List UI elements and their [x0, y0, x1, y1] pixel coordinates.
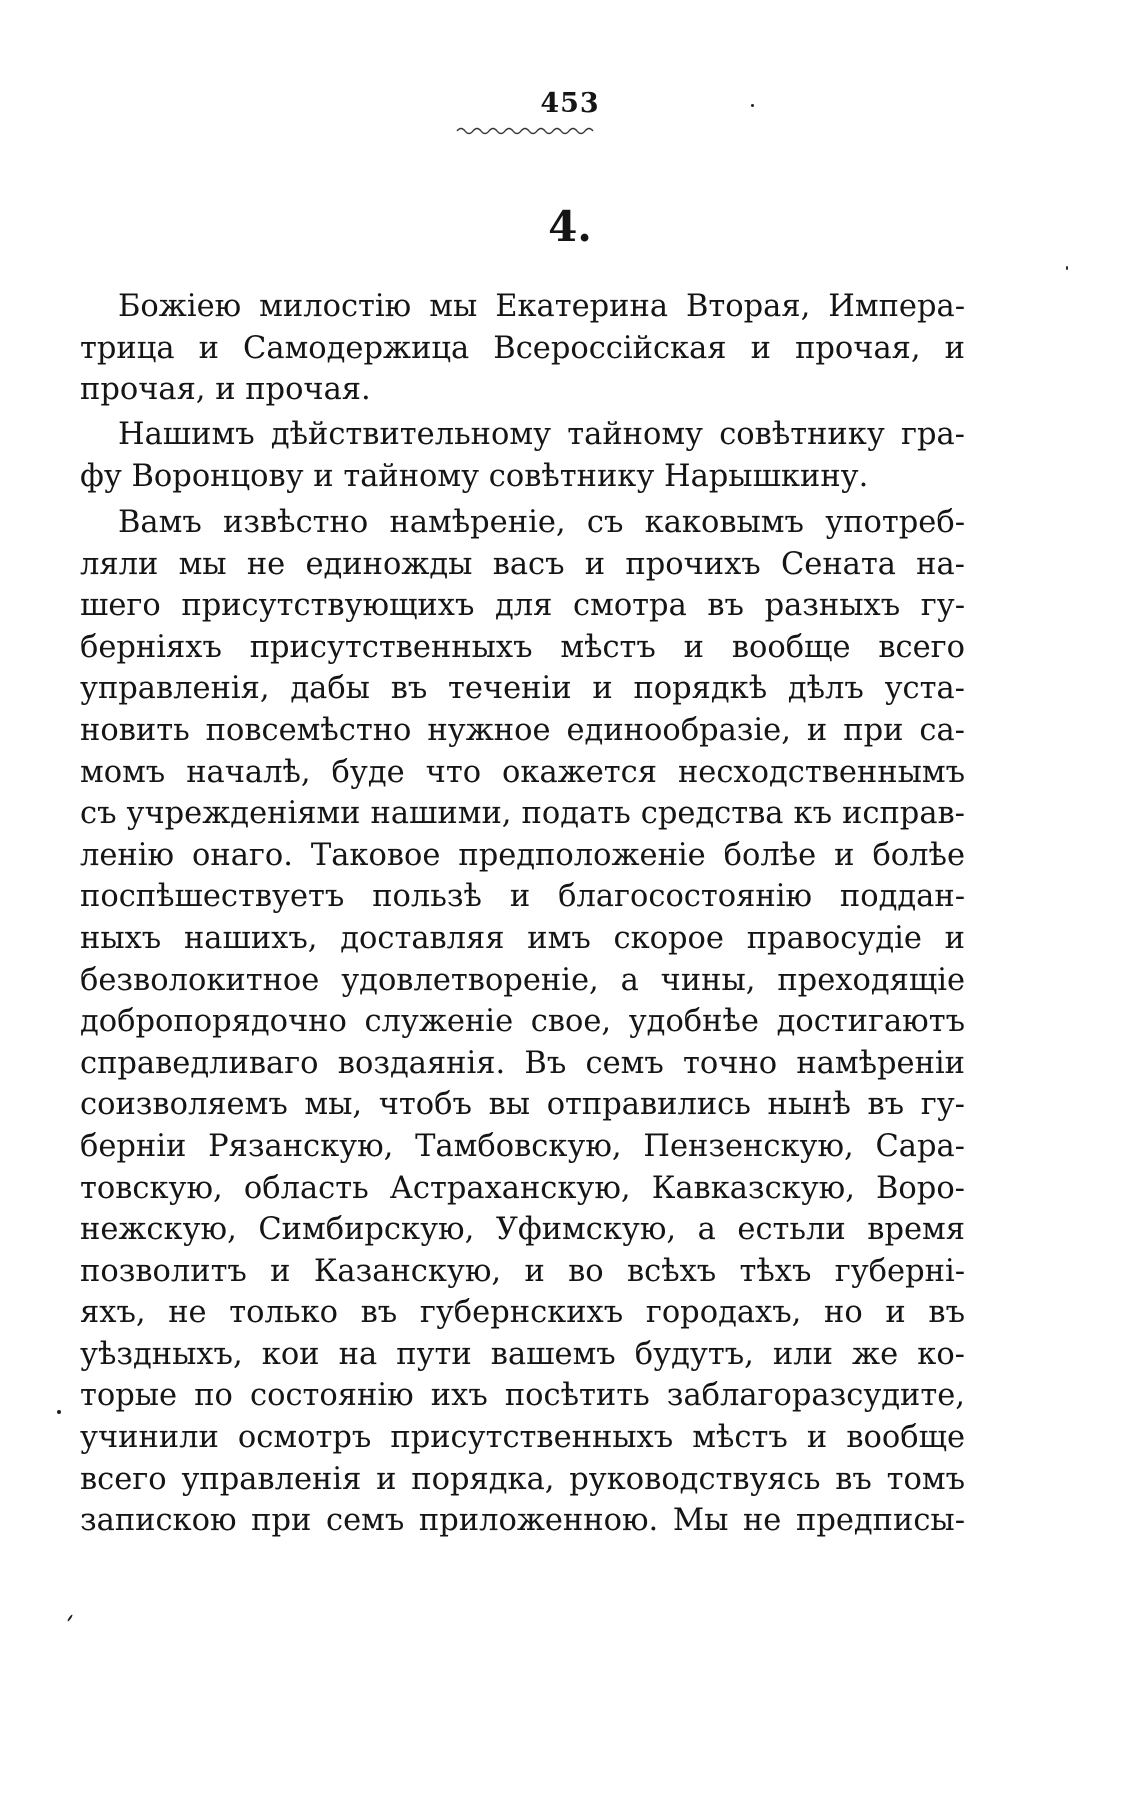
text-line: запискою при семъ приложенною. Мы не предписы-: [80, 1503, 965, 1539]
text-line: справедливаго воздаянія. Въ семъ точно намѣреніи: [80, 1045, 965, 1081]
text-line: соизволяемъ мы, чтобъ вы отправились нынѣ въ гу-: [80, 1087, 965, 1123]
paragraph-address: [80, 414, 965, 497]
text-line: берніи Рязанскую, Тамбовскую, Пензенскую, Сара-: [80, 1128, 965, 1164]
text-line: торые по состоянію ихъ посѣтить заблагоразсудите,: [80, 1378, 965, 1414]
text-line: позволитъ и Казанскую, и во всѣхъ тѣхъ губерні-: [80, 1253, 965, 1289]
text-line: новить повсемѣстно нужное единообразіе, и при са-: [80, 712, 965, 748]
text-line: фу Воронцову и тайному совѣтнику Нарышкину.: [80, 458, 869, 494]
scan-speck: [751, 104, 754, 107]
text-line: прочая, и прочая.: [80, 372, 371, 408]
text-line: берніяхъ присутственныхъ мѣстъ и вообще всего: [80, 629, 965, 665]
scan-speck: [57, 1410, 61, 1414]
text-line: яхъ, не только въ губернскихъ городахъ, но и въ: [80, 1295, 965, 1331]
text-line: безволокитное удовлетвореніе, а чины, преходящіе: [80, 962, 965, 998]
text-line: ныхъ нашихъ, доставляя имъ скорое правосудіе и: [80, 920, 965, 956]
paragraph-salutation: [80, 286, 965, 411]
text-line: всего управленія и порядка, руководствуясь въ томъ: [80, 1461, 965, 1497]
text-line: добропорядочно служеніе свое, удобнѣе достигаютъ: [80, 1004, 965, 1040]
text-line: товскую, область Астраханскую, Кавказскую, Воро-: [80, 1170, 965, 1206]
scan-speck: [1066, 266, 1068, 270]
text-line: уѣздныхъ, кои на пути вашемъ будутъ, или же ко-: [80, 1336, 965, 1372]
text-line: момъ началѣ, буде что окажется несходственнымъ: [80, 754, 965, 790]
text-line: съ учрежденіями нашими, подать средства къ исправ-: [80, 796, 965, 832]
text-line: трица и Самодержица Всероссійская и прочая, и: [80, 330, 965, 366]
page-number: 453: [540, 88, 600, 119]
text-line: Нашимъ дѣйствительному тайному совѣтнику гра-: [118, 417, 965, 452]
document-number: 4.: [548, 202, 592, 251]
paragraph-body: [80, 502, 965, 1542]
scan-speck: [67, 1614, 73, 1622]
text-line: Вамъ извѣстно намѣреніе, съ каковымъ употреб-: [118, 505, 965, 540]
text-line: учинили осмотръ присутственныхъ мѣстъ и вообще: [80, 1420, 965, 1456]
text-line: поспѣшествуетъ пользѣ и благосостоянію поддан-: [80, 879, 965, 915]
text-line: нежскую, Симбирскую, Уфимскую, а естьли время: [80, 1212, 965, 1248]
text-line: ляли мы не единожды васъ и прочихъ Сената на-: [80, 546, 965, 582]
text-line: ленію онаго. Таковое предположеніе болѣе и болѣе: [80, 837, 965, 873]
text-line: управленія, дабы въ теченіи и порядкѣ дѣлъ уста-: [80, 671, 965, 707]
text-line: шего присутствующихъ для смотра въ разныхъ гу-: [80, 588, 965, 624]
text-line: Божіею милостію мы Екатерина Вторая, Импера-: [118, 289, 965, 324]
wavy-rule-ornament: [455, 124, 595, 138]
